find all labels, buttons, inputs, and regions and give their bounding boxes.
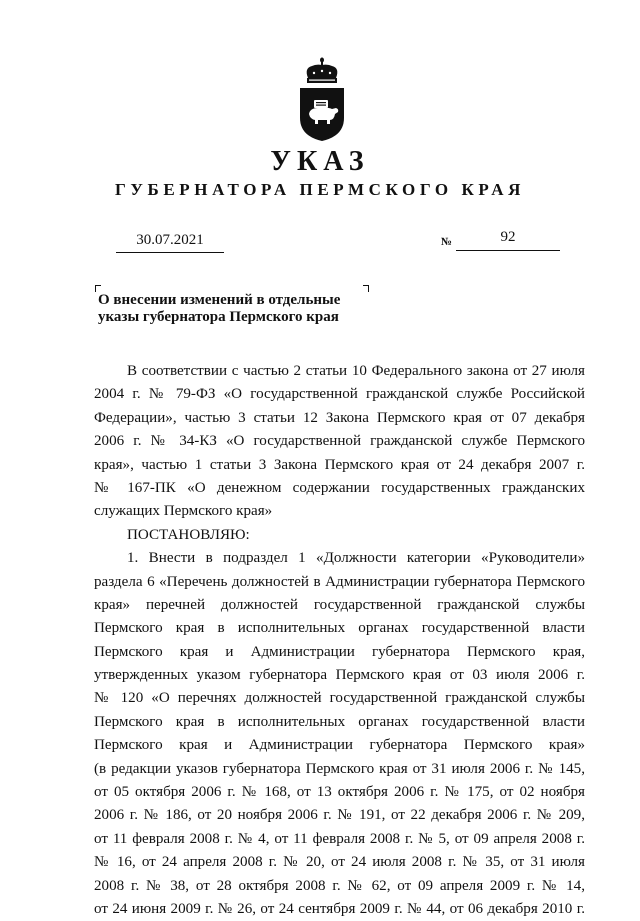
decree-number: 92 bbox=[456, 228, 560, 251]
body-line: от 11 февраля 2008 г. № 4, от 11 февраля 2008 г. № 5, от 09 апреля 2008 г. bbox=[94, 830, 585, 847]
body-line: 2006 г. № 186, от 20 ноября 2006 г. № 191, от 22 декабря 2006 г. № 209, bbox=[94, 807, 585, 824]
decree-title: УКАЗ bbox=[270, 146, 370, 177]
decree-body bbox=[94, 360, 585, 921]
body-line: В соответствии с частью 2 статьи 10 Федерального закона от 27 июля bbox=[127, 363, 585, 379]
resolution-word: ПОСТАНОВЛЯЮ: bbox=[127, 526, 250, 543]
body-line: Федерации», частью 3 статьи 12 Закона Пермского края от 07 декабря bbox=[94, 409, 585, 426]
body-line: служащих Пермского края» bbox=[94, 503, 273, 520]
heading-bracket-right bbox=[363, 285, 369, 292]
body-line: 1. Внести в подраздел 1 «Должности категории «Руководители» bbox=[127, 550, 585, 567]
body-line: № 167-ПК «О денежном содержании государственных гражданских bbox=[94, 479, 585, 496]
body-line: 2008 г. № 38, от 28 октября 2008 г. № 62, от 09 апреля 2009 г. № 14, bbox=[94, 877, 585, 894]
body-line: от 24 июня 2009 г. № 26, от 24 сентября 2009 г. № 44, от 06 декабря 2010 г. bbox=[94, 900, 585, 917]
body-line: края» перечней должностей государственной гражданской службы bbox=[94, 596, 585, 613]
body-line: 2006 г. № 34-КЗ «О государственной гражданской службе Пермского bbox=[94, 433, 585, 450]
heading-line: О внесении изменений в отдельные bbox=[98, 292, 341, 308]
perm-krai-coat-of-arms-icon bbox=[294, 56, 350, 142]
body-line: края», частью 1 статьи 3 Закона Пермского края от 24 декабря 2007 г. bbox=[94, 456, 585, 473]
body-line: № 120 «О перечнях должностей государственной гражданской службы bbox=[94, 690, 585, 707]
body-line: Пермского края и Администрации губернатора Пермского края, bbox=[94, 643, 585, 660]
body-line: 2004 г. № 79-ФЗ «О государственной гражданской службе Российской bbox=[94, 386, 585, 403]
heading-bracket-left bbox=[95, 285, 101, 292]
body-line: (в редакции указов губернатора Пермского края от 31 июля 2006 г. № 145, bbox=[94, 760, 585, 777]
body-line: Пермского края и Администрации губернатора Пермского края» bbox=[94, 737, 585, 754]
body-line: утвержденных указом губернатора Пермского края от 03 июля 2006 г. bbox=[94, 667, 585, 684]
heading-line: указы губернатора Пермского края bbox=[98, 309, 339, 325]
number-label: № bbox=[441, 236, 453, 248]
body-line: Пермского края в исполнительных органах государственной власти bbox=[94, 713, 585, 730]
body-line: Пермского края в исполнительных органах государственной власти bbox=[94, 620, 585, 637]
decree-date: 30.07.2021 bbox=[116, 230, 224, 253]
body-line: № 16, от 24 апреля 2008 г. № 20, от 24 июля 2008 г. № 35, от 31 июля bbox=[94, 854, 585, 871]
body-line: раздела 6 «Перечень должностей в Администрации губернатора Пермского bbox=[94, 573, 585, 590]
decree-heading bbox=[98, 292, 340, 326]
body-line: от 05 октября 2006 г. № 168, от 13 октября 2006 г. № 175, от 02 ноября bbox=[94, 784, 585, 801]
decree-issuer: ГУБЕРНАТОРА ПЕРМСКОГО КРАЯ bbox=[115, 180, 525, 199]
